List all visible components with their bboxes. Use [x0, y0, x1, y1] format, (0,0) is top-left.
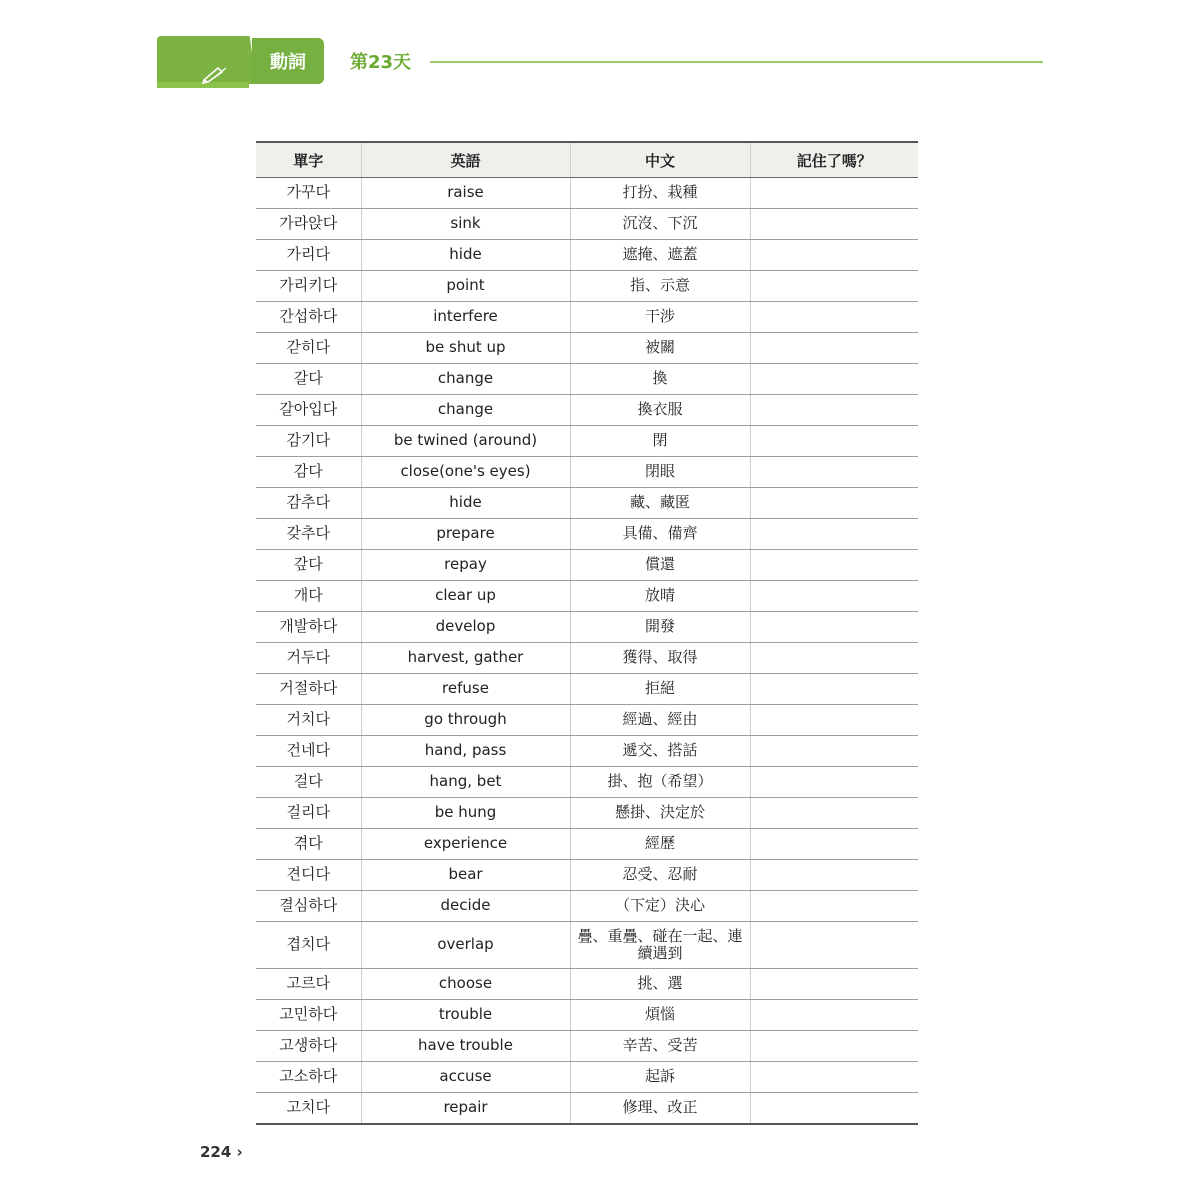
cell-korean-word: 걸리다 — [256, 798, 361, 829]
cell-english: be hung — [361, 798, 570, 829]
cell-english: repair — [361, 1093, 570, 1125]
table-row — [256, 736, 918, 767]
table-row — [256, 488, 918, 519]
cell-memorized-checkbox[interactable] — [750, 767, 918, 798]
table-row — [256, 1031, 918, 1062]
cell-english: experience — [361, 829, 570, 860]
cell-english: hide — [361, 488, 570, 519]
cell-chinese: 修理、改正 — [570, 1093, 750, 1125]
cell-english: refuse — [361, 674, 570, 705]
table-row — [256, 209, 918, 240]
cell-korean-word: 고민하다 — [256, 1000, 361, 1031]
cell-korean-word: 고치다 — [256, 1093, 361, 1125]
cell-chinese: 開發 — [570, 612, 750, 643]
cell-english: trouble — [361, 1000, 570, 1031]
cell-memorized-checkbox[interactable] — [750, 550, 918, 581]
cell-korean-word: 개발하다 — [256, 612, 361, 643]
cell-english: interfere — [361, 302, 570, 333]
cell-chinese: 經過、經由 — [570, 705, 750, 736]
cell-english: hand, pass — [361, 736, 570, 767]
cell-chinese: 閉眼 — [570, 457, 750, 488]
vocab-table-wrap — [256, 141, 918, 1125]
cell-korean-word: 겹치다 — [256, 922, 361, 969]
cell-korean-word: 간섭하다 — [256, 302, 361, 333]
page-header — [0, 0, 1200, 100]
table-row — [256, 891, 918, 922]
column-header-english: 英語 — [361, 142, 570, 178]
table-row — [256, 178, 918, 209]
cell-chinese: 打扮、栽種 — [570, 178, 750, 209]
cell-memorized-checkbox[interactable] — [750, 891, 918, 922]
cell-chinese: 挑、選 — [570, 969, 750, 1000]
cell-memorized-checkbox[interactable] — [750, 643, 918, 674]
cell-chinese: 遞交、搭話 — [570, 736, 750, 767]
cell-korean-word: 가라앉다 — [256, 209, 361, 240]
cell-memorized-checkbox[interactable] — [750, 1062, 918, 1093]
cell-memorized-checkbox[interactable] — [750, 209, 918, 240]
cell-korean-word: 걸다 — [256, 767, 361, 798]
cell-chinese: 沉沒、下沉 — [570, 209, 750, 240]
cell-chinese: 換衣服 — [570, 395, 750, 426]
cell-memorized-checkbox[interactable] — [750, 969, 918, 1000]
cell-english: raise — [361, 178, 570, 209]
cell-english: change — [361, 395, 570, 426]
cell-memorized-checkbox[interactable] — [750, 395, 918, 426]
cell-chinese: 起訴 — [570, 1062, 750, 1093]
cell-english: go through — [361, 705, 570, 736]
column-header-chinese: 中文 — [570, 142, 750, 178]
cell-korean-word: 갖추다 — [256, 519, 361, 550]
table-row — [256, 302, 918, 333]
table-row — [256, 829, 918, 860]
cell-memorized-checkbox[interactable] — [750, 271, 918, 302]
category-tag: 動詞 — [252, 38, 324, 84]
cell-chinese: 放晴 — [570, 581, 750, 612]
cell-memorized-checkbox[interactable] — [750, 1093, 918, 1125]
cell-korean-word: 건네다 — [256, 736, 361, 767]
table-row — [256, 364, 918, 395]
cell-chinese: 換 — [570, 364, 750, 395]
cell-chinese: 煩惱 — [570, 1000, 750, 1031]
cell-english: change — [361, 364, 570, 395]
table-row — [256, 612, 918, 643]
cell-english: develop — [361, 612, 570, 643]
table-row — [256, 767, 918, 798]
cell-english: be shut up — [361, 333, 570, 364]
cell-english: bear — [361, 860, 570, 891]
cell-chinese: 遮掩、遮蓋 — [570, 240, 750, 271]
cell-english: accuse — [361, 1062, 570, 1093]
column-header-memorized: 記住了嗎？ — [750, 142, 918, 178]
cell-memorized-checkbox[interactable] — [750, 581, 918, 612]
table-row — [256, 457, 918, 488]
cell-memorized-checkbox[interactable] — [750, 519, 918, 550]
cell-memorized-checkbox[interactable] — [750, 674, 918, 705]
cell-chinese: （下定）決心 — [570, 891, 750, 922]
cell-english: be twined (around) — [361, 426, 570, 457]
cell-chinese: 具備、備齊 — [570, 519, 750, 550]
cell-chinese: 辛苦、受苦 — [570, 1031, 750, 1062]
table-body — [256, 178, 918, 1125]
cell-memorized-checkbox[interactable] — [750, 798, 918, 829]
column-header-word: 單字 — [256, 142, 361, 178]
table-header-row — [256, 142, 918, 178]
cell-memorized-checkbox[interactable] — [750, 240, 918, 271]
cell-english: overlap — [361, 922, 570, 969]
table-row — [256, 581, 918, 612]
cell-korean-word: 갚다 — [256, 550, 361, 581]
cell-chinese: 拒絕 — [570, 674, 750, 705]
table-row — [256, 271, 918, 302]
cell-chinese: 忍受、忍耐 — [570, 860, 750, 891]
cell-korean-word: 견디다 — [256, 860, 361, 891]
pencil-icon — [200, 62, 230, 84]
cell-english: hang, bet — [361, 767, 570, 798]
table-row — [256, 1062, 918, 1093]
cell-memorized-checkbox[interactable] — [750, 333, 918, 364]
cell-korean-word: 감기다 — [256, 426, 361, 457]
cell-memorized-checkbox[interactable] — [750, 705, 918, 736]
table-row — [256, 395, 918, 426]
cell-memorized-checkbox[interactable] — [750, 1031, 918, 1062]
cell-chinese: 掛、抱（希望） — [570, 767, 750, 798]
cell-memorized-checkbox[interactable] — [750, 612, 918, 643]
cell-korean-word: 갈다 — [256, 364, 361, 395]
cell-korean-word: 겪다 — [256, 829, 361, 860]
cell-english: close(one's eyes) — [361, 457, 570, 488]
cell-english: clear up — [361, 581, 570, 612]
table-row — [256, 798, 918, 829]
cell-english: decide — [361, 891, 570, 922]
table-row — [256, 519, 918, 550]
cell-korean-word: 가꾸다 — [256, 178, 361, 209]
cell-korean-word: 결심하다 — [256, 891, 361, 922]
cell-korean-word: 갈아입다 — [256, 395, 361, 426]
table-row — [256, 969, 918, 1000]
table-row — [256, 860, 918, 891]
cell-chinese: 干涉 — [570, 302, 750, 333]
page-number — [200, 1143, 243, 1161]
cell-english: hide — [361, 240, 570, 271]
table-row — [256, 705, 918, 736]
vocab-table — [256, 141, 918, 1125]
day-label: 第23天 — [350, 52, 412, 73]
table-row — [256, 1093, 918, 1125]
cell-korean-word: 감다 — [256, 457, 361, 488]
cell-korean-word: 거치다 — [256, 705, 361, 736]
cell-memorized-checkbox[interactable] — [750, 302, 918, 333]
cell-memorized-checkbox[interactable] — [750, 488, 918, 519]
cell-chinese: 指、示意 — [570, 271, 750, 302]
cell-chinese: 閉 — [570, 426, 750, 457]
table-row — [256, 674, 918, 705]
cell-english: harvest, gather — [361, 643, 570, 674]
cell-korean-word: 고소하다 — [256, 1062, 361, 1093]
page-arrow-icon: › — [236, 1143, 243, 1161]
page-number-value: 224 — [200, 1143, 232, 1161]
table-row — [256, 240, 918, 271]
cell-chinese: 償還 — [570, 550, 750, 581]
cell-korean-word: 고르다 — [256, 969, 361, 1000]
cell-english: have trouble — [361, 1031, 570, 1062]
cell-memorized-checkbox[interactable] — [750, 178, 918, 209]
cell-memorized-checkbox[interactable] — [750, 829, 918, 860]
cell-english: sink — [361, 209, 570, 240]
table-row — [256, 333, 918, 364]
cell-korean-word: 가리키다 — [256, 271, 361, 302]
table-row — [256, 1000, 918, 1031]
cell-memorized-checkbox[interactable] — [750, 457, 918, 488]
cell-chinese: 被關 — [570, 333, 750, 364]
cell-memorized-checkbox[interactable] — [750, 364, 918, 395]
table-row — [256, 922, 918, 969]
cell-chinese: 疊、重疊、碰在一起、連續遇到 — [570, 922, 750, 969]
cell-korean-word: 갇히다 — [256, 333, 361, 364]
cell-korean-word: 개다 — [256, 581, 361, 612]
cell-memorized-checkbox[interactable] — [750, 1000, 918, 1031]
cell-chinese: 獲得、取得 — [570, 643, 750, 674]
cell-memorized-checkbox[interactable] — [750, 426, 918, 457]
cell-korean-word: 가리다 — [256, 240, 361, 271]
cell-korean-word: 거두다 — [256, 643, 361, 674]
cell-korean-word: 고생하다 — [256, 1031, 361, 1062]
header-rule — [430, 61, 1043, 63]
cell-english: repay — [361, 550, 570, 581]
table-row — [256, 643, 918, 674]
table-row — [256, 550, 918, 581]
cell-english: prepare — [361, 519, 570, 550]
cell-chinese: 經歷 — [570, 829, 750, 860]
cell-korean-word: 감추다 — [256, 488, 361, 519]
cell-english: point — [361, 271, 570, 302]
cell-chinese: 藏、藏匿 — [570, 488, 750, 519]
cell-chinese: 懸掛、決定於 — [570, 798, 750, 829]
cell-memorized-checkbox[interactable] — [750, 736, 918, 767]
cell-korean-word: 거절하다 — [256, 674, 361, 705]
cell-memorized-checkbox[interactable] — [750, 860, 918, 891]
table-row — [256, 426, 918, 457]
cell-english: choose — [361, 969, 570, 1000]
cell-memorized-checkbox[interactable] — [750, 922, 918, 969]
